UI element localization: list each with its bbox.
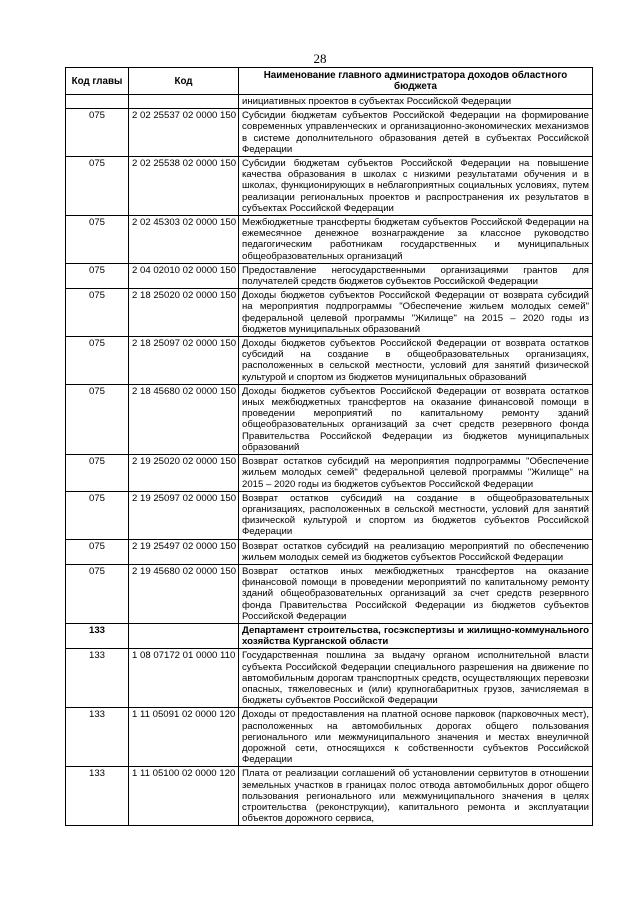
head-code-cell: 075 xyxy=(66,263,129,288)
revenue-codes-table xyxy=(65,67,593,826)
name-cell: Доходы бюджетов субъектов Российской Федерации от возврата остатков субсидий на создание в общеобразовательных организациях, расположенных в сельской местности, условий для занятий физической культурой и спортом из бюджетов муниципальных образований xyxy=(239,337,593,385)
table-header-row xyxy=(66,68,593,95)
table-row xyxy=(66,157,593,216)
code-cell xyxy=(129,623,239,648)
head-code-cell: 133 xyxy=(66,708,129,767)
head-code-cell: 075 xyxy=(66,539,129,564)
name-cell: Предоставление негосударственными организациями грантов для получателей средств бюджетов субъектов Российской Федерации xyxy=(239,263,593,288)
head-code-cell: 133 xyxy=(66,767,129,826)
name-cell: Межбюджетные трансферты бюджетам субъектов Российской Федерации на ежемесячное денежное вознаграждение за классное руководство педагогическим работникам государственных и муниципальных общеобразовательных организаций xyxy=(239,216,593,264)
table-row xyxy=(66,491,593,539)
table-row xyxy=(66,649,593,708)
head-code-cell: 133 xyxy=(66,623,129,648)
code-cell: 2 19 25020 02 0000 150 xyxy=(129,455,239,492)
code-cell: 2 02 45303 02 0000 150 xyxy=(129,216,239,264)
code-cell: 2 18 25097 02 0000 150 xyxy=(129,337,239,385)
code-cell: 2 19 45680 02 0000 150 xyxy=(129,564,239,623)
code-cell xyxy=(129,95,239,109)
header-head-code: Код главы xyxy=(66,68,129,95)
table-row xyxy=(66,564,593,623)
head-code-cell: 075 xyxy=(66,109,129,157)
name-cell: Государственная пошлина за выдачу органом исполнительной власти субъекта Российской Федерации специального разрешения на движение по автомобильным дорогам транспортных средств, осуществляющих перевозки опасных, тяжеловесных и (или) крупногабаритных грузов, зачисляемая в бюджеты субъектов Российской Федерации xyxy=(239,649,593,708)
head-code-cell: 075 xyxy=(66,491,129,539)
head-code-cell: 075 xyxy=(66,157,129,216)
name-cell: Доходы бюджетов субъектов Российской Федерации от возврата субсидий на мероприятия подпрограммы "Обеспечение жильем молодых семей" федеральной целевой программы "Жилище" на 2015 – 2020 годы из бюджетов муниципальных образований xyxy=(239,289,593,337)
name-cell: Субсидии бюджетам субъектов Российской Федерации на формирование современных управленческих и организационно-экономических механизмов в системе дополнительного образования детей в субъектах Российской Федерации xyxy=(239,109,593,157)
table-row xyxy=(66,539,593,564)
code-cell: 2 02 25537 02 0000 150 xyxy=(129,109,239,157)
code-cell: 2 02 25538 02 0000 150 xyxy=(129,157,239,216)
name-cell: Департамент строительства, госэкспертизы и жилищно-коммунального хозяйства Курганской области xyxy=(239,623,593,648)
table-row xyxy=(66,289,593,337)
head-code-cell: 075 xyxy=(66,455,129,492)
head-code-cell: 075 xyxy=(66,289,129,337)
code-cell: 2 18 25020 02 0000 150 xyxy=(129,289,239,337)
name-cell: Плата от реализации соглашений об установлении сервитутов в отношении земельных участков в границах полос отвода автомобильных дорог общего пользования регионального или межмуниципального значения в целях строительства (реконструкции), капитального ремонта и эксплуатации объектов дорожного сервиса, xyxy=(239,767,593,826)
table-body xyxy=(66,95,593,826)
code-cell: 2 18 45680 02 0000 150 xyxy=(129,384,239,454)
administrator-row xyxy=(66,623,593,648)
name-cell: Возврат остатков субсидий на мероприятия подпрограммы "Обеспечение жильем молодых семей" федеральной целевой программы "Жилище" на 2015 – 2020 годы из бюджетов субъектов Российской Федерации xyxy=(239,455,593,492)
head-code-cell: 075 xyxy=(66,564,129,623)
code-cell: 1 11 05100 02 0000 120 xyxy=(129,767,239,826)
code-cell: 2 19 25097 02 0000 150 xyxy=(129,491,239,539)
header-administrator-name: Наименование главного администратора доходов областного бюджета xyxy=(239,68,593,95)
page-number: 28 xyxy=(313,51,327,66)
code-cell: 1 11 05091 02 0000 120 xyxy=(129,708,239,767)
code-cell: 2 19 25497 02 0000 150 xyxy=(129,539,239,564)
name-cell: Возврат остатков иных межбюджетных трансфертов на оказание финансовой помощи в проведении мероприятий по капитальному ремонту зданий общеобразовательных организаций за счет средств резервного фонда Правительства Российской Федерации из бюджетов субъектов Российской Федерации xyxy=(239,564,593,623)
name-cell: инициативных проектов в субъектах Российской Федерации xyxy=(239,95,593,109)
table-header xyxy=(66,68,593,95)
head-code-cell: 133 xyxy=(66,649,129,708)
table-row xyxy=(66,767,593,826)
header-code: Код xyxy=(129,68,239,95)
name-cell: Доходы от предоставления на платной основе парковок (парковочных мест), расположенных на автомобильных дорогах общего пользования регионального или межмуниципального значения и местах внеуличной дорожной сети, относящихся к собственности субъектов Российской Федерации xyxy=(239,708,593,767)
table-row xyxy=(66,263,593,288)
table-row xyxy=(66,109,593,157)
head-code-cell: 075 xyxy=(66,384,129,454)
name-cell: Субсидии бюджетам субъектов Российской Федерации на повышение качества образования в школах с низкими результатами обучения и в школах, функционирующих в неблагоприятных социальных условиях, путем реализации региональных проектов и распространения их результатов в субъектах Российской Федерации xyxy=(239,157,593,216)
table-row xyxy=(66,708,593,767)
head-code-cell xyxy=(66,95,129,109)
table-row xyxy=(66,384,593,454)
head-code-cell: 075 xyxy=(66,216,129,264)
table-row xyxy=(66,216,593,264)
table-row xyxy=(66,337,593,385)
table-row xyxy=(66,455,593,492)
head-code-cell: 075 xyxy=(66,337,129,385)
name-cell: Возврат остатков субсидий на реализацию мероприятий по обеспечению жильем молодых семей из бюджетов субъектов Российской Федерации xyxy=(239,539,593,564)
code-cell: 1 08 07172 01 0000 110 xyxy=(129,649,239,708)
code-cell: 2 04 02010 02 0000 150 xyxy=(129,263,239,288)
name-cell: Доходы бюджетов субъектов Российской Федерации от возврата остатков иных межбюджетных трансфертов на оказание финансовой помощи в проведении мероприятий по капитальному ремонту зданий общеобразовательных организаций за счет средств резервного фонда Правительства Российской Федерации из бюджетов муниципальных образований xyxy=(239,384,593,454)
table-row xyxy=(66,95,593,109)
name-cell: Возврат остатков субсидий на создание в общеобразовательных организациях, расположенных в сельской местности, условий для занятий физической культурой и спортом из бюджетов субъектов Российской Федерации xyxy=(239,491,593,539)
